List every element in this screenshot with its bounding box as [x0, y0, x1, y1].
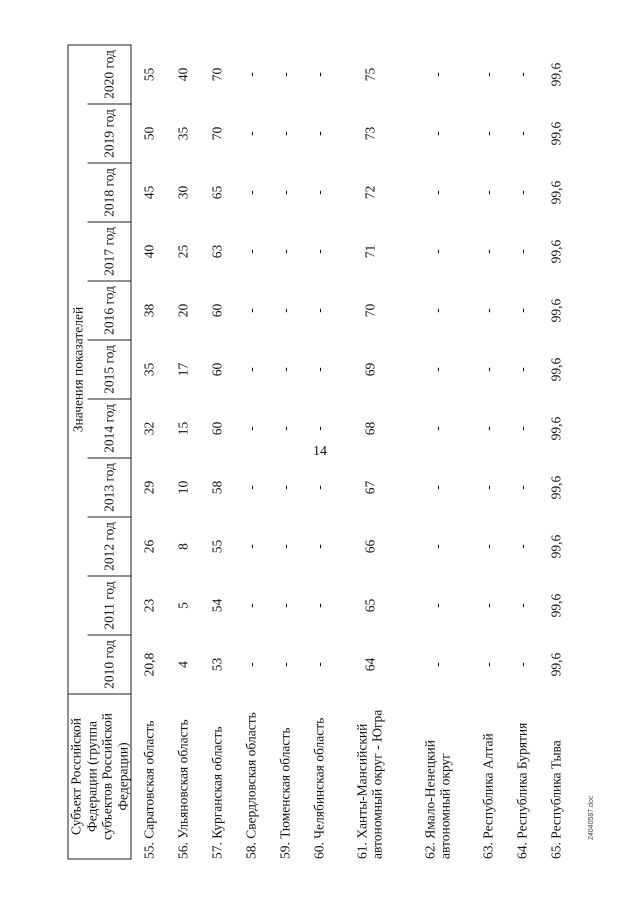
value-cell: - — [429, 308, 445, 313]
value-cell: - — [311, 662, 327, 667]
value-cell: 75 — [362, 67, 378, 82]
table-row — [200, 45, 234, 859]
value-cell: - — [277, 662, 293, 667]
value-cell: - — [480, 662, 496, 667]
value-cell: - — [277, 190, 293, 195]
value-cell: 20 — [175, 303, 191, 318]
value-cell: - — [243, 72, 259, 77]
value-cell: 70 — [209, 126, 225, 141]
region-name: 57. Курганская область — [209, 726, 225, 859]
region-name: 60. Челябинская область — [311, 717, 327, 859]
value-cell: - — [429, 190, 445, 195]
value-cell: - — [480, 544, 496, 549]
value-cell: 8 — [175, 543, 191, 550]
value-cell: - — [480, 367, 496, 372]
value-cell: 63 — [209, 244, 225, 259]
value-cell: - — [480, 249, 496, 254]
value-cell: - — [243, 603, 259, 608]
value-cell: 20,8 — [141, 652, 157, 677]
value-cell: - — [311, 190, 327, 195]
value-cell: - — [480, 131, 496, 136]
values-header: Значения показателей — [68, 45, 88, 694]
value-cell: - — [311, 544, 327, 549]
value-cell: 73 — [362, 126, 378, 141]
value-cell: - — [514, 485, 530, 490]
value-cell: - — [311, 72, 327, 77]
value-cell: - — [514, 308, 530, 313]
value-cell: - — [429, 249, 445, 254]
table-row — [302, 45, 336, 859]
page-number: 14 — [313, 444, 327, 459]
value-cell: - — [480, 190, 496, 195]
value-cell: 55 — [209, 539, 225, 554]
value-cell: - — [243, 662, 259, 667]
region-name: 64. Республика Бурятия — [514, 722, 530, 859]
region-name: 62. Ямало-Ненецкий автономный округ — [422, 740, 453, 859]
value-cell: - — [243, 308, 259, 313]
value-cell: - — [243, 485, 259, 490]
value-cell: - — [514, 544, 530, 549]
year-header: 2019 год — [88, 104, 131, 163]
value-cell: - — [311, 426, 327, 431]
year-header: 2010 год — [88, 635, 131, 694]
value-cell: 99,6 — [548, 652, 564, 677]
year-header: 2020 год — [88, 45, 131, 104]
value-cell: - — [277, 426, 293, 431]
value-cell: 17 — [175, 362, 191, 377]
year-header: 2017 год — [88, 222, 131, 281]
value-cell: - — [514, 662, 530, 667]
value-cell: 10 — [175, 480, 191, 495]
value-cell: - — [514, 367, 530, 372]
value-cell: 99,6 — [548, 357, 564, 382]
value-cell: 99,6 — [548, 593, 564, 618]
year-header: 2016 год — [88, 281, 131, 340]
value-cell: 64 — [362, 657, 378, 672]
region-name: 55. Саратовская область — [141, 720, 157, 859]
region-name: 58. Свердловская область — [243, 712, 259, 859]
table-row — [268, 45, 302, 859]
table-row — [540, 45, 574, 859]
value-cell: 25 — [175, 244, 191, 259]
value-cell: 99,6 — [548, 534, 564, 559]
value-cell: - — [277, 367, 293, 372]
value-cell: - — [429, 426, 445, 431]
value-cell: 45 — [141, 185, 157, 200]
value-cell: 99,6 — [548, 416, 564, 441]
value-cell: - — [243, 426, 259, 431]
value-cell: - — [480, 426, 496, 431]
value-cell: - — [429, 485, 445, 490]
value-cell: - — [277, 544, 293, 549]
year-header: 2012 год — [88, 517, 131, 576]
value-cell: - — [429, 603, 445, 608]
year-header: 2014 год — [88, 399, 131, 458]
table-row — [166, 45, 200, 859]
indicator-table — [68, 45, 574, 860]
value-cell: 54 — [209, 598, 225, 613]
value-cell: 65 — [209, 185, 225, 200]
document-code: 24040587.doc — [588, 795, 595, 840]
table-row — [131, 45, 166, 859]
value-cell: - — [277, 603, 293, 608]
value-cell: - — [514, 426, 530, 431]
value-cell: 70 — [362, 303, 378, 318]
value-cell: 60 — [209, 303, 225, 318]
table-body — [131, 45, 574, 859]
value-cell: - — [311, 308, 327, 313]
value-cell: 40 — [141, 244, 157, 259]
value-cell: - — [480, 308, 496, 313]
value-cell: 40 — [175, 67, 191, 82]
table-row — [336, 45, 404, 859]
table-row — [404, 45, 472, 859]
value-cell: 50 — [141, 126, 157, 141]
value-cell: 72 — [362, 185, 378, 200]
value-cell: 99,6 — [548, 298, 564, 323]
year-header: 2018 год — [88, 163, 131, 222]
value-cell: - — [480, 72, 496, 77]
value-cell: - — [514, 131, 530, 136]
value-cell: 26 — [141, 539, 157, 554]
year-header: 2015 год — [88, 340, 131, 399]
value-cell: 99,6 — [548, 180, 564, 205]
value-cell: - — [429, 544, 445, 549]
value-cell: 55 — [141, 67, 157, 82]
value-cell: 23 — [141, 598, 157, 613]
value-cell: - — [277, 249, 293, 254]
value-cell: 60 — [209, 362, 225, 377]
table-row — [234, 45, 268, 859]
value-cell: 30 — [175, 185, 191, 200]
rotated-table-container — [68, 45, 573, 860]
value-cell: 99,6 — [548, 62, 564, 87]
value-cell: - — [243, 131, 259, 136]
value-cell: - — [429, 662, 445, 667]
year-header: 2013 год — [88, 458, 131, 517]
value-cell: 66 — [362, 539, 378, 554]
table-row — [506, 45, 540, 859]
value-cell: - — [277, 485, 293, 490]
value-cell: - — [514, 249, 530, 254]
region-name: 56. Ульяновская область — [175, 719, 191, 859]
value-cell: 38 — [141, 303, 157, 318]
value-cell: 99,6 — [548, 239, 564, 264]
value-cell: 15 — [175, 421, 191, 436]
value-cell: - — [429, 72, 445, 77]
value-cell: 68 — [362, 421, 378, 436]
value-cell: - — [311, 603, 327, 608]
year-header: 2011 год — [88, 576, 131, 635]
value-cell: - — [429, 131, 445, 136]
subject-column-header: Субъект Российской Федерации (группа субъектов Российской Федерации) — [68, 694, 131, 859]
value-cell: - — [311, 485, 327, 490]
value-cell: - — [243, 249, 259, 254]
value-cell: 65 — [362, 598, 378, 613]
value-cell: - — [277, 72, 293, 77]
value-cell: - — [311, 249, 327, 254]
value-cell: 32 — [141, 421, 157, 436]
value-cell: 67 — [362, 480, 378, 495]
value-cell: - — [480, 603, 496, 608]
value-cell: - — [514, 603, 530, 608]
value-cell: - — [514, 190, 530, 195]
value-cell: 99,6 — [548, 121, 564, 146]
value-cell: 5 — [175, 602, 191, 609]
value-cell: - — [243, 367, 259, 372]
region-name: 65. Республика Тыва — [548, 740, 564, 859]
value-cell: 58 — [209, 480, 225, 495]
value-cell: - — [277, 131, 293, 136]
value-cell: 4 — [175, 661, 191, 668]
value-cell: 60 — [209, 421, 225, 436]
value-cell: 69 — [362, 362, 378, 377]
value-cell: 35 — [141, 362, 157, 377]
value-cell: 29 — [141, 480, 157, 495]
value-cell: - — [311, 131, 327, 136]
value-cell: 53 — [209, 657, 225, 672]
value-cell: 70 — [209, 67, 225, 82]
value-cell: - — [429, 367, 445, 372]
value-cell: - — [243, 544, 259, 549]
value-cell: 35 — [175, 126, 191, 141]
value-cell: 99,6 — [548, 475, 564, 500]
table-row — [472, 45, 506, 859]
value-cell: 71 — [362, 244, 378, 259]
region-name: 63. Республика Алтай — [480, 733, 496, 859]
value-cell: - — [311, 367, 327, 372]
value-cell: - — [277, 308, 293, 313]
region-name: 59. Тюменская область — [277, 727, 293, 859]
value-cell: - — [480, 485, 496, 490]
value-cell: - — [243, 190, 259, 195]
region-name: 61. Ханты-Мансийский автономный округ - Югра — [354, 709, 385, 859]
value-cell: - — [514, 72, 530, 77]
